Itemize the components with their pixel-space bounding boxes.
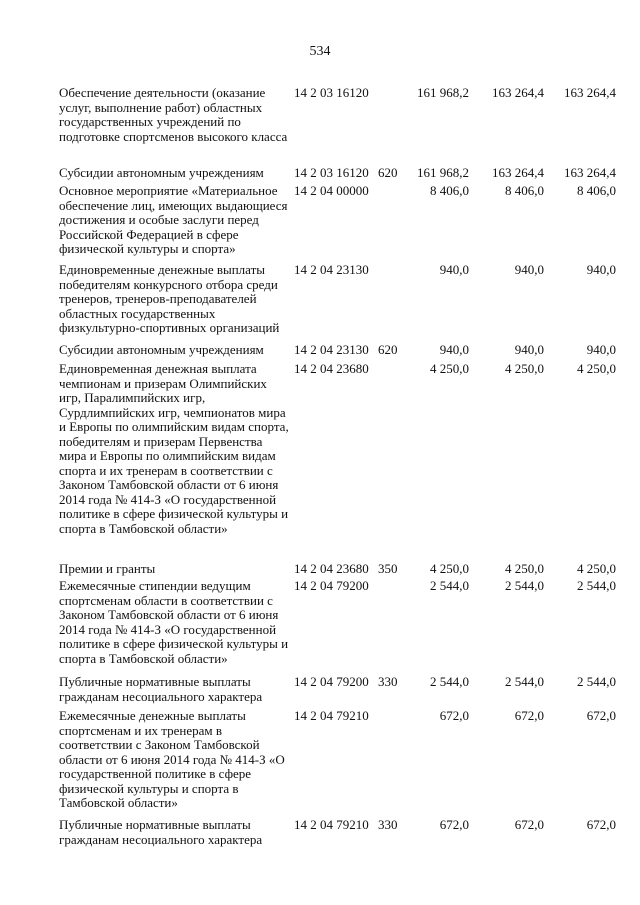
row-amount-1: 4 250,0 xyxy=(430,561,469,576)
row-code: 14 2 04 79200 xyxy=(294,674,369,689)
row-description: Обеспечение деятельности (оказание услуг, выполнение работ) областных государственных учреждений по подготовке спортсменов высокого класса xyxy=(59,85,288,144)
row-description: Ежемесячные стипендии ведущим спортсменам области в соответствии с Законом Тамбовской области от 6 июня 2014 года № 414-З «О государственной политике в сфере физической культуры и спорта в Тамбовской области» xyxy=(59,578,289,666)
row-description: Субсидии автономным учреждениям xyxy=(59,165,264,180)
row-amount-3: 4 250,0 xyxy=(577,561,616,576)
row-code: 14 2 04 79210 xyxy=(294,708,369,723)
row-vr: 620 xyxy=(378,342,398,357)
row-amount-3: 940,0 xyxy=(586,342,616,357)
row-description: Ежемесячные денежные выплаты спортсменам и их тренерам в соответствии с Законом Тамбовской области от 6 июня 2014 года № 414-З «О государственной политике в сфере физической культуры и спорта в Тамбовской области» xyxy=(59,708,285,810)
row-amount-2: 672,0 xyxy=(514,817,544,832)
page-number: 534 xyxy=(309,44,331,59)
row-amount-2: 163 264,4 xyxy=(492,85,544,100)
row-amount-1: 161 968,2 xyxy=(417,165,469,180)
row-amount-1: 8 406,0 xyxy=(430,183,469,198)
row-amount-3: 2 544,0 xyxy=(577,674,616,689)
row-description: Публичные нормативные выплаты гражданам несоциального характера xyxy=(59,674,263,704)
row-amount-2: 940,0 xyxy=(514,262,544,277)
row-amount-2: 4 250,0 xyxy=(505,561,544,576)
row-code: 14 2 04 00000 xyxy=(294,183,369,198)
row-amount-3: 4 250,0 xyxy=(577,361,616,376)
row-code: 14 2 04 23130 xyxy=(294,262,369,277)
row-amount-2: 2 544,0 xyxy=(505,578,544,593)
row-amount-3: 163 264,4 xyxy=(564,85,616,100)
row-amount-1: 672,0 xyxy=(439,708,469,723)
row-description: Премии и гранты xyxy=(59,561,156,576)
row-amount-3: 940,0 xyxy=(586,262,616,277)
row-amount-1: 940,0 xyxy=(439,262,469,277)
row-amount-3: 672,0 xyxy=(586,708,616,723)
row-description: Публичные нормативные выплаты гражданам несоциального характера xyxy=(59,817,263,847)
row-amount-1: 2 544,0 xyxy=(430,578,469,593)
row-code: 14 2 04 23680 xyxy=(294,361,369,376)
row-amount-1: 2 544,0 xyxy=(430,674,469,689)
row-vr: 350 xyxy=(378,561,398,576)
row-amount-1: 672,0 xyxy=(439,817,469,832)
row-code: 14 2 04 23130 xyxy=(294,342,369,357)
row-amount-3: 163 264,4 xyxy=(564,165,616,180)
row-code: 14 2 03 16120 xyxy=(294,85,369,100)
row-amount-1: 940,0 xyxy=(439,342,469,357)
row-vr: 330 xyxy=(378,674,398,689)
row-amount-2: 672,0 xyxy=(514,708,544,723)
row-amount-2: 940,0 xyxy=(514,342,544,357)
row-code: 14 2 04 79200 xyxy=(294,578,369,593)
row-description: Единовременная денежная выплата чемпионам и призерам Олимпийских игр, Паралимпийских игр, Сурдлимпийских игр, чемпионатов мира и Европы по олимпийским видам спорта, победителям и призерам Первенства мира и Европы по олимпийским видам спорта и их тренерам в соответствии с Законом Тамбовской области от 6 июня 2014 года № 414-З «О государственной политике в сфере физической культуры и спорта в Тамбовской области» xyxy=(59,361,289,536)
row-amount-2: 2 544,0 xyxy=(505,674,544,689)
row-amount-3: 672,0 xyxy=(586,817,616,832)
row-amount-2: 8 406,0 xyxy=(505,183,544,198)
row-amount-1: 4 250,0 xyxy=(430,361,469,376)
row-code: 14 2 04 79210 xyxy=(294,817,369,832)
row-description: Единовременные денежные выплаты победителям конкурсного отбора среди тренеров, тренеров-преподавателей областных государственных физкультурно-спортивных организаций xyxy=(59,262,280,335)
row-amount-3: 8 406,0 xyxy=(577,183,616,198)
row-code: 14 2 03 16120 xyxy=(294,165,369,180)
row-vr: 620 xyxy=(378,165,398,180)
row-code: 14 2 04 23680 xyxy=(294,561,369,576)
row-vr: 330 xyxy=(378,817,398,832)
row-description: Основное мероприятие «Материальное обеспечение лиц, имеющих выдающиеся достижения и особые заслуги перед Российской Федерацией в сфере физической культуры и спорта» xyxy=(59,183,288,256)
row-amount-2: 163 264,4 xyxy=(492,165,544,180)
row-amount-3: 2 544,0 xyxy=(577,578,616,593)
row-description: Субсидии автономным учреждениям xyxy=(59,342,264,357)
row-amount-2: 4 250,0 xyxy=(505,361,544,376)
row-amount-1: 161 968,2 xyxy=(417,85,469,100)
